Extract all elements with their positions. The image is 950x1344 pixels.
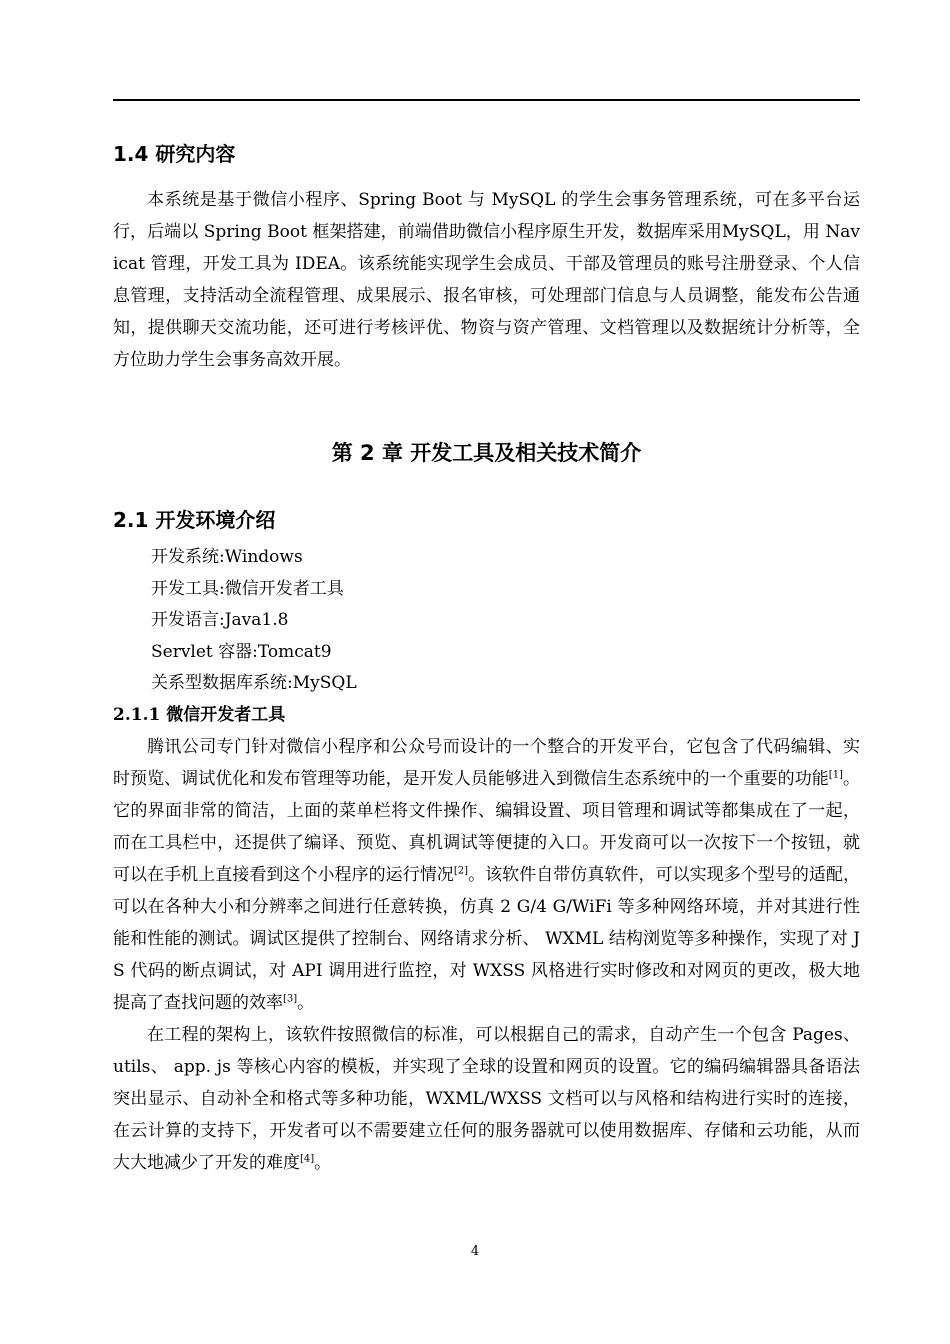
dev-environment-list	[113, 542, 860, 700]
p1-text-a: 腾讯公司专门针对微信小程序和公众号而设计的一个整合的开发平台，它包含了代码编辑、实时预览、调试优化和发布管理等功能，是开发人员能够进入到微信生态系统中的一个重要的功能	[113, 736, 860, 789]
p1-text-d: 。	[297, 992, 315, 1013]
section-heading-2-1: 2.1 开发环境介绍	[113, 508, 276, 532]
paragraph-1-4: 本系统是基于微信小程序、Spring Boot 与 MySQL 的学生会事务管理系统，可在多平台运行，后端以 Spring Boot 框架搭建，前端借助微信小程序原生开发，数据库采用MySQL，用 Navicat 管理，开发工具为 IDEA。该系统能实现学生会成员、干部及管理员的账号注册登录、个人信息管理，支持活动全流程管理、成果展示、报名审核，可处理部门信息与人员调整，能发布公告通知，提供聊天交流功能，还可进行考核评优、物资与资产管理、文档管理以及数据统计分析等，全方位助力学生会事务高效开展。	[113, 190, 860, 370]
paragraph-2-1-1-first	[113, 731, 860, 1019]
env-item-os: 开发系统:Windows	[151, 547, 303, 567]
env-item-servlet: Servlet 容器:Tomcat9	[151, 641, 332, 662]
page-content	[113, 140, 860, 1179]
citation-1: [1]	[828, 768, 843, 780]
p1-text-b: 。它的界面非常的简洁，上面的菜单栏将文件操作、编辑设置、项目管理和调试等都集成在了一起，而在工具栏中，还提供了编译、预览、真机调试等便捷的入口。开发商可以一次按下一个按钮，就可以在手机上直接看到这个小程序的运行情况	[113, 768, 861, 885]
env-item-database: 关系型数据库系统:MySQL	[151, 673, 357, 693]
subsection-heading-2-1-1: 2.1.1 微信开发者工具	[113, 704, 286, 725]
section-heading-1-4: 1.4 研究内容	[113, 142, 236, 166]
header-rule	[113, 99, 860, 101]
p2-text-a: 在工程的架构上，该软件按照微信的标准，可以根据自己的需求，自动产生一个包含 Pages、 utils、 app. js 等核心内容的模板，并实现了全球的设置和网页的设置。它的编码编辑器具备语法突出显示、自动补全和格式等多种功能，WXML/WXSS 文档可以与风格和结构进行实时的连接，在云计算的支持下，开发者可以不需要建立任何的服务器就可以使用数据库、存储和云功能，从而大大地减少了开发的难度	[113, 1024, 860, 1173]
page-number: 4	[470, 1244, 480, 1259]
env-item-language: 开发语言:Java1.8	[151, 610, 289, 630]
chapter-2-title: 第 2 章 开发工具及相关技术简介	[331, 441, 642, 465]
citation-3: [3]	[283, 992, 298, 1004]
citation-2: [2]	[453, 864, 469, 876]
env-item-tool: 开发工具:微信开发者工具	[151, 578, 344, 599]
citation-4: [4]	[300, 1152, 315, 1164]
p1-text-c: 。该软件自带仿真软件，可以实现多个型号的适配，可以在各种大小和分辨率之间进行任意转换，仿真 2 G/4 G/WiFi 等多种网络环境，并对其进行性能和性能的测试。调试区提供了控制台、网络请求分析、 WXML 结构浏览等多种操作，实现了对 JS 代码的断点调试，对 API 调用进行监控，对 WXSS 风格进行实时修改和对网页的更改，极大地提高了查找问题的效率	[113, 864, 861, 1013]
p2-text-b: 。	[314, 1152, 332, 1173]
paragraph-2-1-1-second	[113, 1019, 860, 1179]
